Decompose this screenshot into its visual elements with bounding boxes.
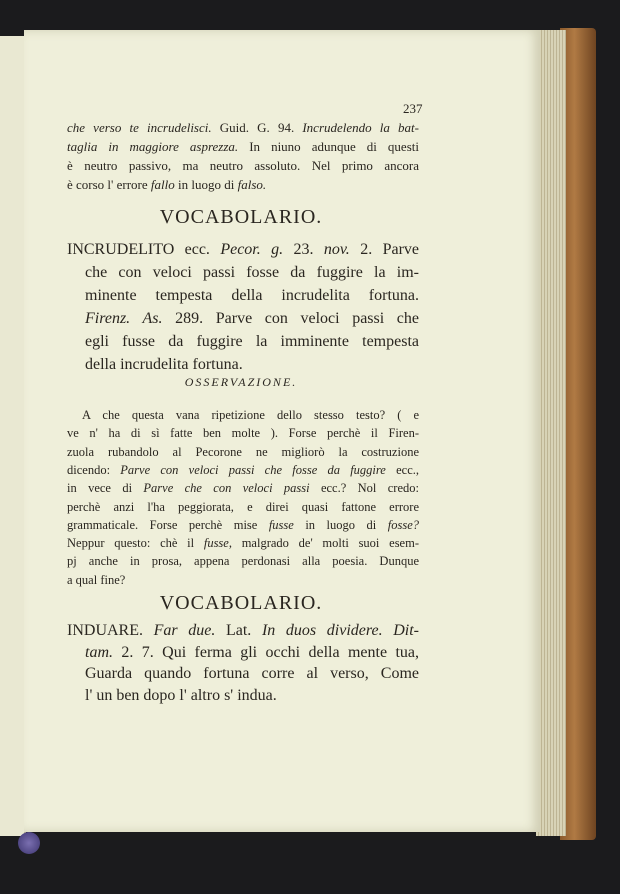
text: Guid. G. 94. bbox=[211, 120, 303, 135]
text: 2. Parve bbox=[349, 241, 419, 258]
text: della incrudelita fortuna. bbox=[85, 356, 243, 373]
italic-text: Parve con veloci passi che fosse da fuggire bbox=[120, 462, 386, 477]
text: zuola rubandolo al Pecorone ne migliorò la costruzione bbox=[67, 444, 419, 459]
text-line bbox=[67, 518, 419, 532]
text: , malgrado de' molti suoi esem- bbox=[228, 536, 419, 551]
text: 23. bbox=[283, 241, 324, 258]
text: A che questa vana ripetizione dello stesso testo? ( e bbox=[82, 408, 419, 422]
text: pj anche in prosa, appena perdonasi alla poesia. Dunque bbox=[67, 554, 419, 569]
italic-text: In duos dividere. Dit- bbox=[261, 622, 419, 639]
text-line bbox=[67, 241, 419, 259]
text-line bbox=[85, 333, 419, 351]
text-line bbox=[67, 159, 419, 174]
italic-text: Pecor. g. bbox=[220, 241, 284, 258]
text: INDUARE. bbox=[67, 622, 154, 639]
text-line bbox=[67, 426, 419, 440]
text: In niuno adunque di questi bbox=[238, 139, 419, 154]
text: egli fusse da fuggire la imminente tempesta bbox=[85, 333, 419, 350]
italic-text: fusse bbox=[268, 517, 294, 532]
text-line bbox=[67, 140, 419, 155]
italic-text: fosse? bbox=[387, 517, 419, 532]
text: l' un ben dopo l' altro s' indua. bbox=[85, 686, 277, 704]
text-line bbox=[85, 687, 419, 705]
italic-text: Firenz. As. bbox=[85, 310, 163, 327]
italic-text: tam. bbox=[85, 643, 113, 661]
italic-text: Far due. bbox=[153, 622, 216, 639]
library-stamp bbox=[18, 832, 40, 854]
text-line bbox=[67, 445, 419, 459]
text: in luogo di bbox=[293, 517, 388, 532]
text-line bbox=[85, 287, 419, 305]
text: grammaticale. Forse perchè mise bbox=[67, 517, 269, 532]
text: perchè anzi l'ha peggiorata, e direi quasi fattone errore bbox=[67, 499, 419, 514]
section-heading: VOCABOLARIO. bbox=[159, 592, 323, 614]
text: in luogo di bbox=[174, 177, 238, 192]
text: minente tempesta della incrudelita fortuna. bbox=[85, 287, 419, 304]
section-heading: VOCABOLARIO. bbox=[159, 206, 323, 228]
text-line bbox=[85, 644, 419, 662]
text: ecc.? Nol credo: bbox=[309, 481, 419, 496]
italic-text: Incrudelendo la bat- bbox=[302, 120, 419, 135]
italic-text: fallo bbox=[150, 177, 175, 192]
text: Neppur questo: chè il bbox=[67, 536, 204, 551]
text-line bbox=[67, 500, 419, 514]
text-line bbox=[67, 481, 419, 495]
page-number: 237 bbox=[403, 101, 423, 116]
italic-text: taglia in maggiore asprezza. bbox=[67, 139, 239, 154]
text: ve n' ha di sì fatte ben molte ). Forse perchè il Firen- bbox=[67, 426, 419, 441]
text-line bbox=[85, 264, 419, 282]
text: è neutro passivo, ma neutro assoluto. Nel primo ancora bbox=[67, 158, 419, 173]
italic-text: fusse bbox=[203, 536, 229, 551]
italic-text: che verso te incrudelisci. bbox=[67, 120, 212, 135]
text: 289. Parve con veloci passi che bbox=[162, 310, 420, 327]
text: Lat. bbox=[215, 622, 262, 639]
text-line bbox=[67, 178, 419, 193]
text-line bbox=[67, 622, 419, 640]
text-line bbox=[67, 463, 419, 477]
text-line bbox=[85, 310, 419, 328]
text: a qual fine? bbox=[67, 572, 126, 587]
text-line bbox=[67, 121, 419, 136]
page-edges bbox=[536, 30, 566, 836]
text-line bbox=[67, 536, 419, 550]
text-line bbox=[82, 408, 419, 422]
text: in vece di bbox=[67, 481, 144, 496]
text-line bbox=[85, 356, 419, 374]
text-line bbox=[67, 573, 419, 587]
text: dicendo: bbox=[67, 462, 121, 477]
text: che con veloci passi fosse da fuggire la im- bbox=[85, 264, 419, 281]
text: 2. 7. Qui ferma gli occhi della mente tua, bbox=[113, 643, 419, 661]
text: Guarda quando fortuna corre al verso, Come bbox=[85, 665, 419, 682]
italic-text: Parve che con veloci passi bbox=[143, 481, 310, 496]
text: è corso l' errore bbox=[67, 177, 151, 192]
italic-text: nov. bbox=[323, 241, 350, 258]
observation-heading: OSSERVAZIONE. bbox=[184, 375, 298, 389]
text: ecc., bbox=[385, 462, 419, 477]
italic-text: falso. bbox=[237, 177, 267, 192]
text: INCRUDELITO ecc. bbox=[67, 241, 221, 258]
text-line bbox=[67, 554, 419, 568]
text-line bbox=[85, 665, 419, 683]
facing-page-edge bbox=[0, 36, 26, 836]
